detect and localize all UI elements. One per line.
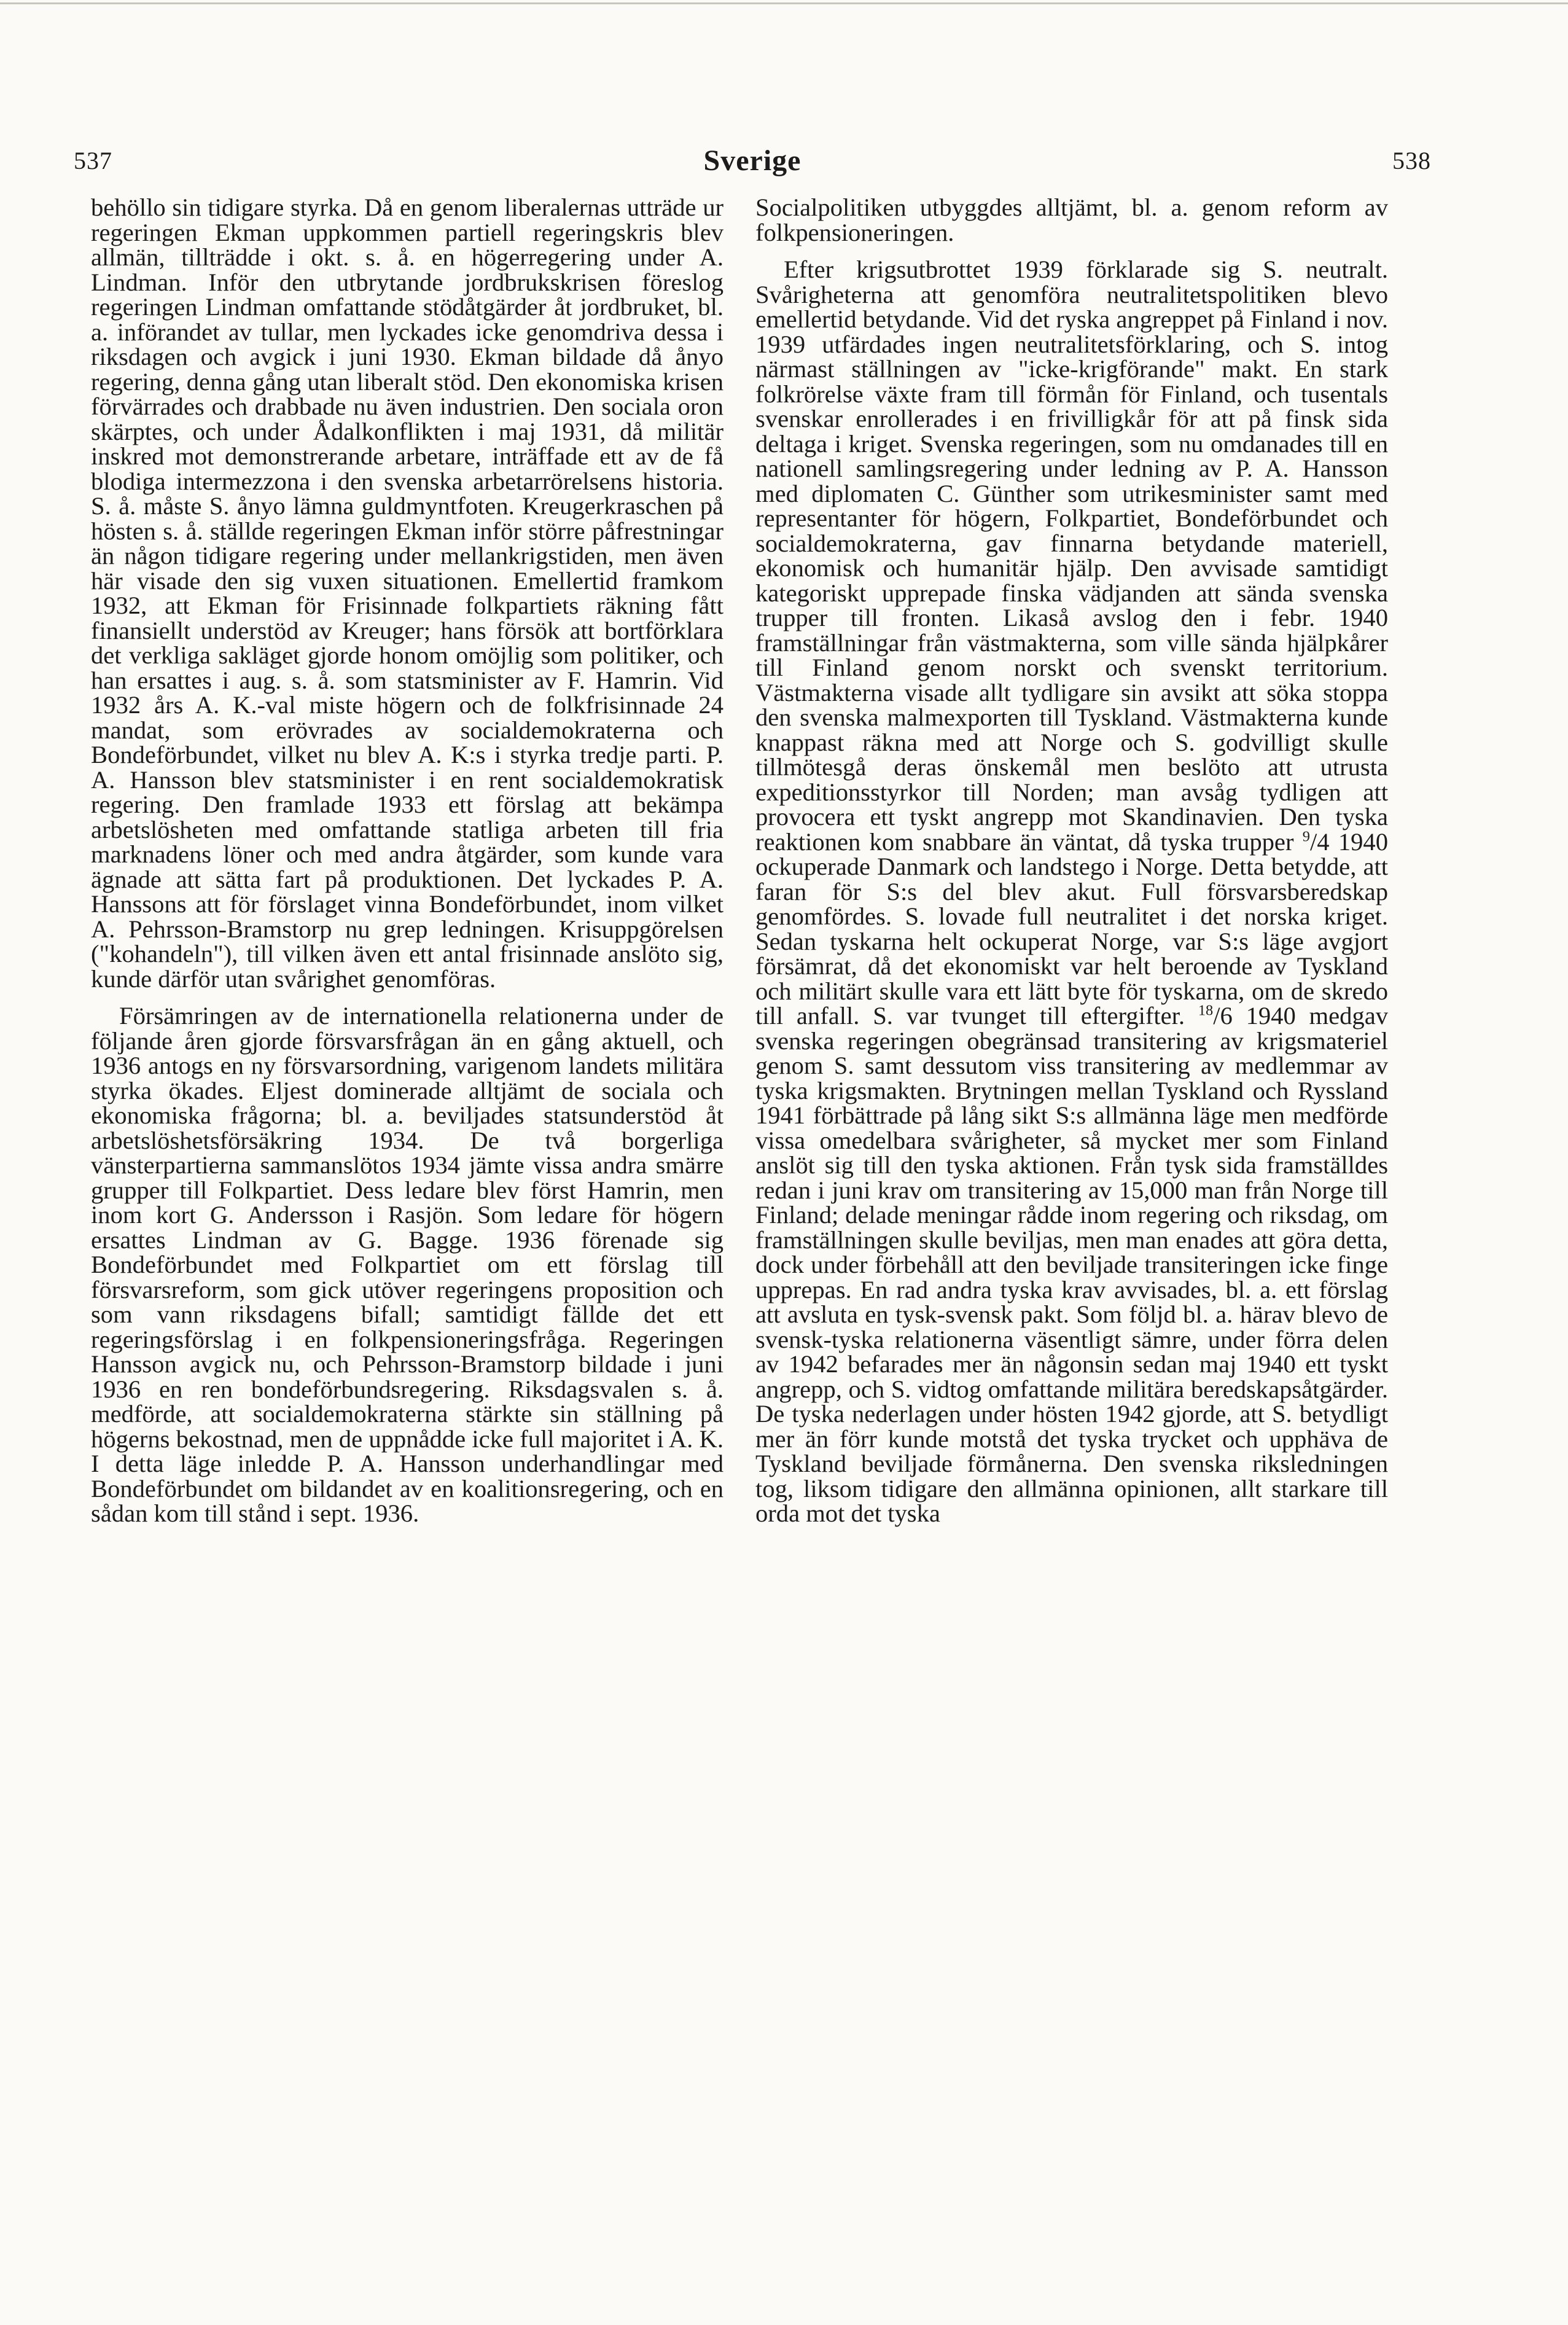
paragraph-text: 1940 medgav svenska regeringen obegränsad transitering av krigsmateriel genom S. samt dessutom viss transitering av medlemmar av tyska krigsmakten. Brytningen mellan Tyskland och Ryssland 1941 förbättrade på lång sikt S:s allmänna läge men medförde vissa omedelbara svårigheter, så mycket mer som Finland anslöt sig till den tyska aktionen. Från tysk sida framställdes redan i juni krav om transitering av 15,000 man från Norge till Finland; delade meningar rådde inom regering och riksdag, om framställningen skulle beviljas, men man enades att göra detta, dock under förbehåll att den beviljade transiteringen icke finge upprepas. En rad andra tyska krav avvisades, bl. a. ett förslag att avsluta en tysk-svensk pakt. Som följd bl. a. härav blevo de svensk-tyska relationerna väsentligt sämre, under förra delen av 1942 befarades mer än någonsin sedan maj 1940 ett tyskt angrepp, och S. vidtog omfattande militära beredskapsåtgärder. De tyska nederlagen under hösten 1942 gjorde, att S. betydligt mer än förr kunde motstå det tyska trycket och upphäva de Tyskland beviljade förmånerna. Den svenska riksledningen tog, liksom tidigare den allmänna opinionen, allt starkare till orda mot det tyska bbox=[755, 1002, 1388, 1527]
left-page-number: 537 bbox=[74, 147, 112, 174]
right-column bbox=[755, 195, 1388, 1526]
scan-edge-rule bbox=[0, 2, 1568, 4]
date-day: 18 bbox=[1198, 1002, 1214, 1019]
left-column bbox=[91, 195, 724, 1526]
paragraph-text: Efter krigsutbrottet 1939 förklarade sig S. neutralt. Svårigheterna att genomföra neutralitetspolitiken blevo emellertid betydande. Vid det ryska angreppet på Finland i nov. 1939 utfärdades ingen neutralitetsförklaring, och S. intog närmast ställningen av "icke-krigförande" makt. En stark folkrörelse växte fram till förmån för Finland, och tusentals svenskar enrollerades i en frivilligkår för att på finsk sida deltaga i kriget. Svenska regeringen, som nu omdanades till en nationell samlingsregering under ledning av P. A. Hansson med diplomaten C. Günther som utrikesminister samt med representanter för högern, Folkpartiet, Bondeförbundet och socialdemokraterna, gav finnarna betydande materiell, ekonomisk och humanitär hjälp. Den avvisade samtidigt kategoriskt upprepade finska vädjanden att sända svenska trupper till fronten. Likaså avslog den i febr. 1940 framställningar från västmakterna, som ville sända hjälpkårer till Finland genom norskt och svenskt territorium. Västmakterna visade allt tydligare sin avsikt att söka stoppa den svenska malmexporten till Tyskland. Västmakterna kunde knappast räkna med att Norge och S. godvilligt skulle tillmötesgå deras önskemål men beslöto att utrusta expeditionsstyrkor till Norden; man avsåg tydligen att provocera ett tyskt angrepp mot Skandinavien. Den tyska reaktionen kom snabbare än väntat, då tyska trupper bbox=[755, 256, 1388, 856]
right-paragraph-1: Socialpolitiken utbyggdes alltjämt, bl. a. genom reform av folkpensioneringen. bbox=[755, 193, 1388, 246]
left-paragraph-1: behöllo sin tidigare styrka. Då en genom liberalernas utträde ur regeringen Ekman uppkommen partiell regeringskris blev allmän, tillträdde i okt. s. å. en högerregering under A. Lindman. Inför den utbrytande jordbrukskrisen föreslog regeringen Lindman omfattande stödåtgärder åt jordbruket, bl. a. införandet av tullar, men lyckades icke genomdriva dessa i riksdagen och avgick i juni 1930. Ekman bildade då ånyo regering, denna gång utan liberalt stöd. Den ekonomiska krisen förvärrades och drabbade nu även industrien. Den sociala oron skärptes, och under Ådalkonflikten i maj 1931, då militär inskred mot demonstrerande arbetare, inträffade ett av de få blodiga intermezzona i den svenska arbetarrörelsens historia. S. å. måste S. ånyo lämna guldmyntfoten. Kreugerkraschen på hösten s. å. ställde regeringen Ekman inför större påfrestningar än någon tidigare regering under mellankrigstiden, men även här visade den sig vuxen situationen. Emellertid framkom 1932, att Ekman för Frisinnade folkpartiets räkning fått finansiellt understöd av Kreuger; hans försök att bortförklara det verkliga sakläget gjorde honom omöjlig som politiker, och han ersattes i aug. s. å. som statsminister av F. Hamrin. Vid 1932 års A. K.-val miste högern och de folkfrisinnade 24 mandat, som erövrades av socialdemokraterna och Bondeförbundet, vilket nu blev A. K:s i styrka tredje parti. P. A. Hansson blev statsminister i en rent socialdemokratisk regering. Den framlade 1933 ett förslag att bekämpa arbetslösheten med omfattande statliga arbeten till fria marknadens löner och med andra åtgärder, som kunde vara ägnade att sätta fart på produktionen. Det lyckades P. A. Hanssons att för förslaget vinna Bondeförbundet, inom vilket A. Pehrsson-Bramstorp nu grep ledningen. Krisuppgörelsen ("kohandeln"), till vilken även ett antal frisinnade anslöto sig, kunde därför utan svårighet genomföras. bbox=[91, 193, 724, 993]
right-page-number: 538 bbox=[1392, 147, 1431, 174]
left-paragraph-2: Försämringen av de internationella relationerna under de följande åren gjorde försvarsfrågan än en gång aktuell, och 1936 antogs en ny försvarsordning, varigenom landets militära styrka ökades. Eljest dominerade alltjämt de sociala och ekonomiska frågorna; bl. a. beviljades statsunderstöd åt arbetslöshetsförsäkring 1934. De två borgerliga vänsterpartierna sammanslötos 1934 jämte vissa andra smärre grupper till Folkpartiet. Dess ledare blev först Hamrin, men inom kort G. Andersson i Rasjön. Som ledare för högern ersattes Lindman av G. Bagge. 1936 förenade sig Bondeförbundet med Folkpartiet om ett förslag till försvarsreform, som gick utöver regeringens proposition och som vann riksdagens bifall; samtidigt fällde det ett regeringsförslag i en folkpensioneringsfråga. Regeringen Hansson avgick nu, och Pehrsson-Bramstorp bildade i juni 1936 en ren bondeförbundsregering. Riksdagsvalen s. å. medförde, att socialdemokraterna stärkte sin ställning på högerns bekostnad, men de uppnådde icke full majoritet i A. K. I detta läge inledde P. A. Hansson underhandlingar med Bondeförbundet om bildandet av en koalitionsregering, och en sådan kom till stånd i sept. 1936. bbox=[91, 1002, 724, 1527]
date-day: 9 bbox=[1302, 827, 1310, 845]
date-month: /6 bbox=[1213, 1002, 1233, 1030]
page-title: Sverige bbox=[703, 144, 802, 177]
date-month: /4 bbox=[1309, 827, 1330, 856]
right-paragraph-2 bbox=[755, 257, 1388, 1526]
running-header bbox=[74, 146, 1431, 189]
paragraph-text: 1940 ockuperade Danmark och landstego i Norge. Detta betydde, att faran för S:s del blev akut. Full försvarsberedskap genomfördes. S. lovade full neutralitet i det norska kriget. Sedan tyskarna helt ockuperat Norge, var S:s läge avgjort försämrat, då det ekonomiskt var helt beroende av Tyskland och militärt skulle vara ett lätt byte för tyskarna, om de skredo till anfall. S. var tvunget till eftergifter. bbox=[755, 827, 1388, 1030]
